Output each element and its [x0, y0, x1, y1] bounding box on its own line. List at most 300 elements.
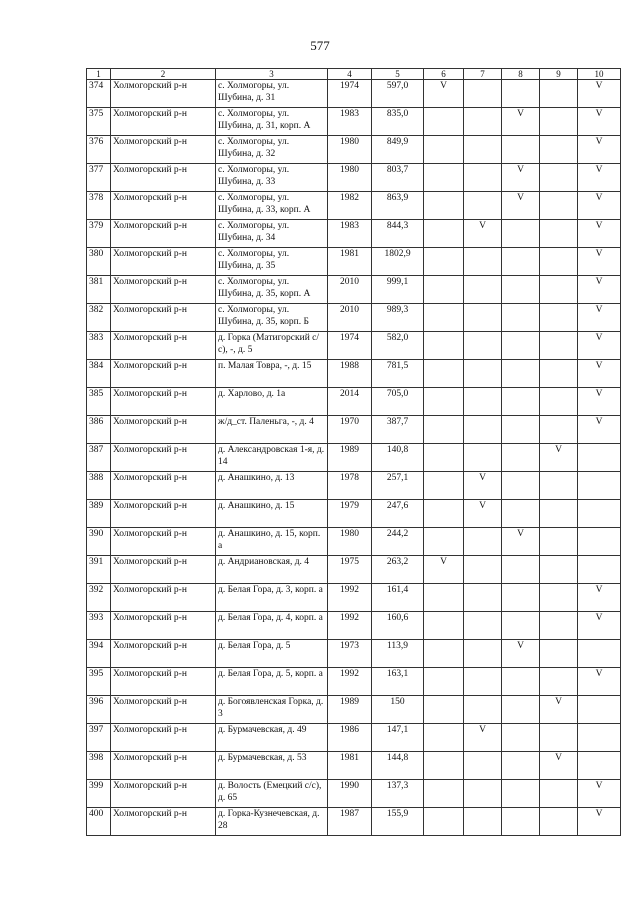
mark-cell — [540, 584, 578, 612]
table-row — [87, 248, 621, 276]
address-cell: с. Холмогоры, ул. Шубина, д. 34 — [216, 220, 328, 248]
area-cell: 999,1 — [372, 276, 424, 304]
table-row — [87, 220, 621, 248]
mark-cell — [540, 276, 578, 304]
table-row — [87, 108, 621, 136]
table-row — [87, 780, 621, 808]
mark-cell — [464, 808, 502, 836]
mark-cell — [424, 808, 464, 836]
district-cell: Холмогорский р-н — [111, 276, 216, 304]
address-cell: д. Богоявленская Горка, д. 3 — [216, 696, 328, 724]
area-cell: 705,0 — [372, 388, 424, 416]
mark-cell: V — [502, 108, 540, 136]
mark-cell — [502, 556, 540, 584]
district-cell: Холмогорский р-н — [111, 724, 216, 752]
table-header-row — [87, 69, 621, 80]
mark-cell: V — [578, 248, 621, 276]
row-number-cell: 397 — [87, 724, 111, 752]
district-cell: Холмогорский р-н — [111, 416, 216, 444]
mark-cell — [502, 500, 540, 528]
mark-cell — [424, 444, 464, 472]
mark-cell — [502, 808, 540, 836]
row-number-cell: 385 — [87, 388, 111, 416]
year-cell: 1992 — [328, 612, 372, 640]
column-header: 1 — [87, 69, 111, 80]
district-cell: Холмогорский р-н — [111, 780, 216, 808]
mark-cell — [464, 304, 502, 332]
mark-cell — [464, 640, 502, 668]
mark-cell: V — [578, 388, 621, 416]
year-cell: 2010 — [328, 276, 372, 304]
table-body — [87, 80, 621, 836]
mark-cell — [540, 556, 578, 584]
row-number-cell: 383 — [87, 332, 111, 360]
address-cell: с. Холмогоры, ул. Шубина, д. 31 — [216, 80, 328, 108]
mark-cell — [540, 192, 578, 220]
year-cell: 1989 — [328, 696, 372, 724]
mark-cell: V — [502, 164, 540, 192]
district-cell: Холмогорский р-н — [111, 668, 216, 696]
area-cell: 803,7 — [372, 164, 424, 192]
table-row — [87, 668, 621, 696]
mark-cell — [464, 276, 502, 304]
area-cell: 147,1 — [372, 724, 424, 752]
mark-cell — [464, 556, 502, 584]
mark-cell — [424, 360, 464, 388]
mark-cell — [578, 444, 621, 472]
district-cell: Холмогорский р-н — [111, 752, 216, 780]
mark-cell — [464, 584, 502, 612]
mark-cell: V — [464, 220, 502, 248]
row-number-cell: 394 — [87, 640, 111, 668]
table-row — [87, 472, 621, 500]
buildings-table — [86, 68, 621, 836]
address-cell: д. Бурмачевская, д. 49 — [216, 724, 328, 752]
mark-cell — [424, 332, 464, 360]
mark-cell — [424, 696, 464, 724]
year-cell: 2010 — [328, 304, 372, 332]
area-cell: 161,4 — [372, 584, 424, 612]
mark-cell: V — [578, 668, 621, 696]
mark-cell: V — [578, 584, 621, 612]
mark-cell — [578, 696, 621, 724]
district-cell: Холмогорский р-н — [111, 164, 216, 192]
mark-cell — [424, 164, 464, 192]
mark-cell — [424, 472, 464, 500]
mark-cell — [540, 360, 578, 388]
mark-cell — [502, 304, 540, 332]
year-cell: 1981 — [328, 248, 372, 276]
address-cell: п. Малая Товра, -, д. 15 — [216, 360, 328, 388]
mark-cell — [502, 584, 540, 612]
area-cell: 835,0 — [372, 108, 424, 136]
column-header: 7 — [464, 69, 502, 80]
area-cell: 244,2 — [372, 528, 424, 556]
table-row — [87, 528, 621, 556]
area-cell: 781,5 — [372, 360, 424, 388]
area-cell: 160,6 — [372, 612, 424, 640]
mark-cell: V — [578, 612, 621, 640]
mark-cell: V — [578, 276, 621, 304]
mark-cell — [424, 192, 464, 220]
mark-cell: V — [502, 528, 540, 556]
address-cell: д. Харлово, д. 1а — [216, 388, 328, 416]
mark-cell — [464, 192, 502, 220]
district-cell: Холмогорский р-н — [111, 444, 216, 472]
year-cell: 1986 — [328, 724, 372, 752]
district-cell: Холмогорский р-н — [111, 304, 216, 332]
mark-cell — [424, 220, 464, 248]
mark-cell: V — [540, 696, 578, 724]
address-cell: с. Холмогоры, ул. Шубина, д. 35, корп. А — [216, 276, 328, 304]
mark-cell: V — [464, 724, 502, 752]
mark-cell: V — [502, 192, 540, 220]
district-cell: Холмогорский р-н — [111, 556, 216, 584]
mark-cell: V — [578, 808, 621, 836]
row-number-cell: 377 — [87, 164, 111, 192]
year-cell: 1992 — [328, 584, 372, 612]
area-cell: 1802,9 — [372, 248, 424, 276]
area-cell: 597,0 — [372, 80, 424, 108]
mark-cell — [424, 136, 464, 164]
table-row — [87, 360, 621, 388]
mark-cell — [464, 752, 502, 780]
address-cell: д. Анашкино, д. 15, корп. а — [216, 528, 328, 556]
address-cell: с. Холмогоры, ул. Шубина, д. 35, корп. Б — [216, 304, 328, 332]
mark-cell — [540, 388, 578, 416]
table-row — [87, 332, 621, 360]
mark-cell — [502, 416, 540, 444]
mark-cell: V — [578, 332, 621, 360]
year-cell: 1987 — [328, 808, 372, 836]
year-cell: 1980 — [328, 136, 372, 164]
mark-cell — [540, 416, 578, 444]
address-cell: д. Волость (Емецкий с/с), д. 65 — [216, 780, 328, 808]
year-cell: 2014 — [328, 388, 372, 416]
mark-cell — [502, 696, 540, 724]
mark-cell: V — [578, 780, 621, 808]
mark-cell: V — [424, 80, 464, 108]
district-cell: Холмогорский р-н — [111, 472, 216, 500]
area-cell: 863,9 — [372, 192, 424, 220]
area-cell: 155,9 — [372, 808, 424, 836]
district-cell: Холмогорский р-н — [111, 192, 216, 220]
mark-cell — [540, 528, 578, 556]
table-row — [87, 164, 621, 192]
mark-cell — [502, 332, 540, 360]
mark-cell — [502, 136, 540, 164]
mark-cell: V — [578, 416, 621, 444]
row-number-cell: 382 — [87, 304, 111, 332]
mark-cell — [424, 388, 464, 416]
mark-cell — [424, 304, 464, 332]
area-cell: 113,9 — [372, 640, 424, 668]
mark-cell: V — [578, 304, 621, 332]
address-cell: д. Белая Гора, д. 4, корп. а — [216, 612, 328, 640]
table-row — [87, 808, 621, 836]
mark-cell — [502, 780, 540, 808]
mark-cell — [464, 80, 502, 108]
table-row — [87, 556, 621, 584]
address-cell: с. Холмогоры, ул. Шубина, д. 32 — [216, 136, 328, 164]
mark-cell — [464, 360, 502, 388]
mark-cell — [502, 724, 540, 752]
year-cell: 1974 — [328, 80, 372, 108]
district-cell: Холмогорский р-н — [111, 332, 216, 360]
column-header: 3 — [216, 69, 328, 80]
column-header: 10 — [578, 69, 621, 80]
year-cell: 1980 — [328, 164, 372, 192]
year-cell: 1980 — [328, 528, 372, 556]
address-cell: ж/д_ст. Паленьга, -, д. 4 — [216, 416, 328, 444]
year-cell: 1982 — [328, 192, 372, 220]
row-number-cell: 374 — [87, 80, 111, 108]
table-row — [87, 500, 621, 528]
address-cell: д. Горка (Матигорский с/с), -, д. 5 — [216, 332, 328, 360]
mark-cell: V — [578, 80, 621, 108]
year-cell: 1988 — [328, 360, 372, 388]
mark-cell — [578, 528, 621, 556]
mark-cell: V — [578, 192, 621, 220]
mark-cell — [578, 752, 621, 780]
address-cell: д. Андриановская, д. 4 — [216, 556, 328, 584]
mark-cell: V — [578, 108, 621, 136]
column-header: 2 — [111, 69, 216, 80]
district-cell: Холмогорский р-н — [111, 640, 216, 668]
mark-cell — [424, 584, 464, 612]
address-cell: с. Холмогоры, ул. Шубина, д. 31, корп. А — [216, 108, 328, 136]
table-row — [87, 752, 621, 780]
mark-cell — [424, 276, 464, 304]
mark-cell — [540, 164, 578, 192]
year-cell: 1970 — [328, 416, 372, 444]
mark-cell — [424, 248, 464, 276]
mark-cell — [578, 500, 621, 528]
row-number-cell: 392 — [87, 584, 111, 612]
year-cell: 1983 — [328, 220, 372, 248]
year-cell: 1989 — [328, 444, 372, 472]
table-row — [87, 304, 621, 332]
area-cell: 150 — [372, 696, 424, 724]
mark-cell — [540, 108, 578, 136]
mark-cell — [424, 640, 464, 668]
mark-cell: V — [464, 472, 502, 500]
mark-cell — [578, 640, 621, 668]
row-number-cell: 378 — [87, 192, 111, 220]
mark-cell — [464, 416, 502, 444]
mark-cell — [424, 752, 464, 780]
mark-cell: V — [578, 136, 621, 164]
area-cell: 257,1 — [372, 472, 424, 500]
table-row — [87, 276, 621, 304]
column-header: 5 — [372, 69, 424, 80]
district-cell: Холмогорский р-н — [111, 80, 216, 108]
mark-cell — [540, 304, 578, 332]
mark-cell — [424, 668, 464, 696]
column-header: 8 — [502, 69, 540, 80]
mark-cell — [464, 444, 502, 472]
row-number-cell: 390 — [87, 528, 111, 556]
area-cell: 247,6 — [372, 500, 424, 528]
mark-cell: V — [502, 640, 540, 668]
address-cell: д. Анашкино, д. 15 — [216, 500, 328, 528]
table-row — [87, 80, 621, 108]
mark-cell — [540, 724, 578, 752]
area-cell: 582,0 — [372, 332, 424, 360]
mark-cell: V — [540, 444, 578, 472]
row-number-cell: 391 — [87, 556, 111, 584]
column-header: 4 — [328, 69, 372, 80]
address-cell: д. Белая Гора, д. 5, корп. а — [216, 668, 328, 696]
year-cell: 1990 — [328, 780, 372, 808]
address-cell: с. Холмогоры, ул. Шубина, д. 35 — [216, 248, 328, 276]
page-number: 577 — [310, 38, 330, 53]
year-cell: 1981 — [328, 752, 372, 780]
mark-cell — [464, 136, 502, 164]
mark-cell — [464, 696, 502, 724]
mark-cell — [424, 612, 464, 640]
mark-cell — [540, 332, 578, 360]
address-cell: с. Холмогоры, ул. Шубина, д. 33, корп. А — [216, 192, 328, 220]
mark-cell — [502, 612, 540, 640]
address-cell: с. Холмогоры, ул. Шубина, д. 33 — [216, 164, 328, 192]
mark-cell — [464, 528, 502, 556]
mark-cell — [502, 360, 540, 388]
area-cell: 140,8 — [372, 444, 424, 472]
mark-cell — [424, 500, 464, 528]
row-number-cell: 388 — [87, 472, 111, 500]
mark-cell — [502, 80, 540, 108]
table-row — [87, 388, 621, 416]
row-number-cell: 389 — [87, 500, 111, 528]
district-cell: Холмогорский р-н — [111, 220, 216, 248]
mark-cell — [540, 612, 578, 640]
district-cell: Холмогорский р-н — [111, 388, 216, 416]
row-number-cell: 380 — [87, 248, 111, 276]
row-number-cell: 393 — [87, 612, 111, 640]
address-cell: д. Анашкино, д. 13 — [216, 472, 328, 500]
mark-cell — [464, 332, 502, 360]
row-number-cell: 396 — [87, 696, 111, 724]
table-row — [87, 724, 621, 752]
address-cell: д. Александровская 1-я, д. 14 — [216, 444, 328, 472]
mark-cell: V — [540, 752, 578, 780]
table-row — [87, 444, 621, 472]
area-cell: 163,1 — [372, 668, 424, 696]
mark-cell — [424, 528, 464, 556]
mark-cell — [464, 780, 502, 808]
mark-cell — [540, 640, 578, 668]
year-cell: 1979 — [328, 500, 372, 528]
mark-cell — [540, 472, 578, 500]
row-number-cell: 386 — [87, 416, 111, 444]
mark-cell — [464, 388, 502, 416]
mark-cell — [578, 556, 621, 584]
mark-cell — [502, 220, 540, 248]
mark-cell — [464, 164, 502, 192]
year-cell: 1983 — [328, 108, 372, 136]
mark-cell — [502, 248, 540, 276]
mark-cell — [540, 500, 578, 528]
area-cell: 844,3 — [372, 220, 424, 248]
row-number-cell: 387 — [87, 444, 111, 472]
area-cell: 137,3 — [372, 780, 424, 808]
mark-cell: V — [578, 360, 621, 388]
row-number-cell: 400 — [87, 808, 111, 836]
district-cell: Холмогорский р-н — [111, 528, 216, 556]
mark-cell — [464, 108, 502, 136]
column-header: 6 — [424, 69, 464, 80]
district-cell: Холмогорский р-н — [111, 808, 216, 836]
mark-cell — [540, 808, 578, 836]
address-cell: д. Бурмачевская, д. 53 — [216, 752, 328, 780]
row-number-cell: 379 — [87, 220, 111, 248]
mark-cell — [502, 388, 540, 416]
column-header: 9 — [540, 69, 578, 80]
area-cell: 989,3 — [372, 304, 424, 332]
mark-cell — [502, 472, 540, 500]
area-cell: 387,7 — [372, 416, 424, 444]
mark-cell — [502, 668, 540, 696]
year-cell: 1978 — [328, 472, 372, 500]
mark-cell: V — [578, 220, 621, 248]
mark-cell — [540, 248, 578, 276]
district-cell: Холмогорский р-н — [111, 584, 216, 612]
table-row — [87, 136, 621, 164]
mark-cell — [540, 668, 578, 696]
mark-cell — [540, 80, 578, 108]
district-cell: Холмогорский р-н — [111, 360, 216, 388]
mark-cell — [502, 276, 540, 304]
table-row — [87, 584, 621, 612]
row-number-cell: 381 — [87, 276, 111, 304]
mark-cell: V — [578, 164, 621, 192]
district-cell: Холмогорский р-н — [111, 696, 216, 724]
district-cell: Холмогорский р-н — [111, 500, 216, 528]
mark-cell — [502, 752, 540, 780]
mark-cell — [464, 248, 502, 276]
mark-cell — [464, 612, 502, 640]
row-number-cell: 398 — [87, 752, 111, 780]
address-cell: д. Горка-Кузнечевская, д. 28 — [216, 808, 328, 836]
row-number-cell: 384 — [87, 360, 111, 388]
year-cell: 1973 — [328, 640, 372, 668]
mark-cell — [424, 416, 464, 444]
mark-cell — [424, 780, 464, 808]
mark-cell: V — [424, 556, 464, 584]
table-row — [87, 192, 621, 220]
table-row — [87, 640, 621, 668]
mark-cell — [578, 724, 621, 752]
row-number-cell: 395 — [87, 668, 111, 696]
mark-cell — [578, 472, 621, 500]
area-cell: 263,2 — [372, 556, 424, 584]
year-cell: 1992 — [328, 668, 372, 696]
mark-cell — [540, 136, 578, 164]
area-cell: 144,8 — [372, 752, 424, 780]
row-number-cell: 375 — [87, 108, 111, 136]
mark-cell: V — [464, 500, 502, 528]
district-cell: Холмогорский р-н — [111, 136, 216, 164]
address-cell: д. Белая Гора, д. 3, корп. а — [216, 584, 328, 612]
mark-cell — [540, 220, 578, 248]
table-row — [87, 416, 621, 444]
table-row — [87, 696, 621, 724]
row-number-cell: 376 — [87, 136, 111, 164]
mark-cell — [540, 780, 578, 808]
area-cell: 849,9 — [372, 136, 424, 164]
district-cell: Холмогорский р-н — [111, 108, 216, 136]
